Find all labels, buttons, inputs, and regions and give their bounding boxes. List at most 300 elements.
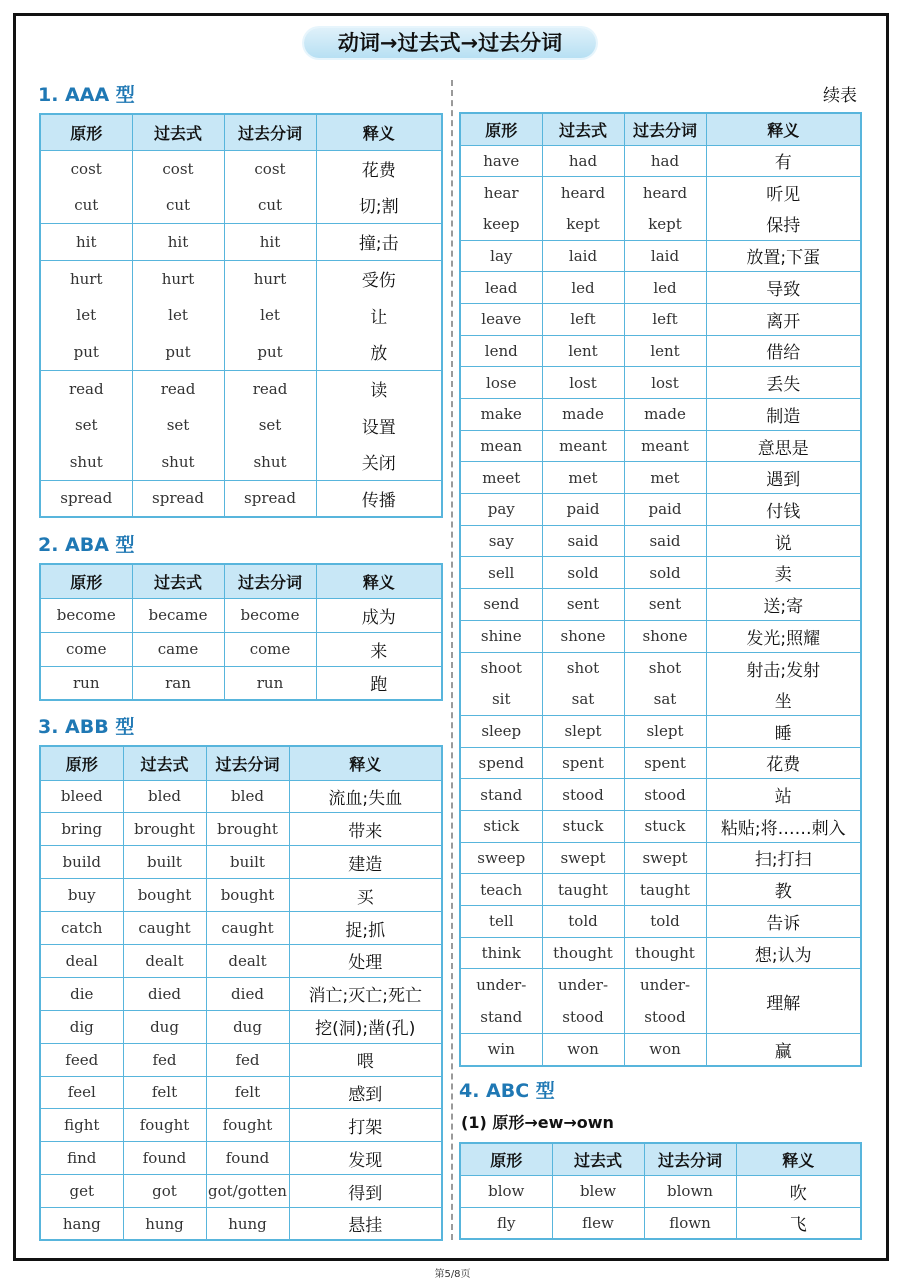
past-participle-cell: paid [624, 494, 706, 526]
aaa-table [39, 113, 443, 518]
base-form-cell: lose [460, 367, 542, 399]
meaning-cell: 告诉 [706, 906, 861, 938]
past-tense-cell: heard [542, 177, 624, 209]
table-header-row [40, 114, 442, 150]
base-form-cell: bring [40, 813, 123, 846]
table-row [40, 480, 442, 517]
table-header-row [40, 564, 442, 598]
meaning-cell: 处理 [289, 944, 442, 977]
meaning-cell: 制造 [706, 399, 861, 431]
section-abc-subheading: (1) 原形→ew→own [461, 1113, 614, 1132]
base-form-cell: sweep [460, 842, 542, 874]
base-form-cell: send [460, 589, 542, 621]
past-tense-cell: sold [542, 557, 624, 589]
header-meaning: 释义 [316, 114, 442, 150]
base-form-cell: bleed [40, 780, 123, 813]
table-row [40, 297, 442, 334]
past-participle-cell: blown [644, 1175, 736, 1207]
past-participle-cell: set [224, 407, 316, 444]
abb-continued-table [459, 112, 862, 1067]
past-participle-cell: had [624, 145, 706, 177]
past-participle-cell: got/gotten [206, 1175, 289, 1208]
meaning-cell: 飞 [736, 1207, 861, 1239]
meaning-cell: 发光;照耀 [706, 620, 861, 652]
past-participle-cell: swept [624, 842, 706, 874]
past-tense-cell: caught [123, 912, 206, 945]
table-row [40, 407, 442, 444]
past-participle-cell: hit [224, 223, 316, 260]
header-base-form: 原形 [40, 114, 132, 150]
past-tense-cell: left [542, 303, 624, 335]
table-row [460, 589, 861, 621]
table-row [460, 145, 861, 177]
base-form-cell: win [460, 1034, 542, 1066]
aba-table [39, 563, 443, 701]
past-tense-cell: kept [542, 208, 624, 240]
past-participle-cell: dug [206, 1010, 289, 1043]
table-header-row [460, 1143, 861, 1175]
table-row [460, 652, 861, 684]
past-tense-cell: hurt [132, 260, 224, 297]
meaning-cell: 站 [706, 779, 861, 811]
past-tense-cell: found [123, 1142, 206, 1175]
meaning-cell: 消亡;灭亡;死亡 [289, 977, 442, 1010]
meaning-cell: 读 [316, 370, 442, 407]
past-participle-cell: dealt [206, 944, 289, 977]
meaning-cell: 遇到 [706, 462, 861, 494]
past-tense-cell: paid [542, 494, 624, 526]
continued-label: 续表 [823, 86, 857, 106]
base-form-cell: leave [460, 303, 542, 335]
past-participle-cell: laid [624, 240, 706, 272]
past-participle-cell: put [224, 333, 316, 370]
header-past-participle: 过去分词 [624, 113, 706, 145]
meaning-cell: 捉;抓 [289, 912, 442, 945]
table-row [460, 177, 861, 209]
table-row [460, 906, 861, 938]
base-form-cell: mean [460, 430, 542, 462]
meaning-cell: 坐 [706, 684, 861, 716]
meaning-cell: 粘贴;将……刺入 [706, 810, 861, 842]
header-base-form: 原形 [460, 1143, 552, 1175]
table-row [40, 223, 442, 260]
meaning-cell: 让 [316, 297, 442, 334]
past-tense-cell: hung [123, 1208, 206, 1241]
past-participle-cell: led [624, 272, 706, 304]
table-row [460, 494, 861, 526]
base-form-cell: put [40, 333, 132, 370]
table-row [40, 260, 442, 297]
past-participle-cell: fed [206, 1043, 289, 1076]
meaning-cell: 来 [316, 632, 442, 666]
header-past-participle: 过去分词 [644, 1143, 736, 1175]
table-row [460, 367, 861, 399]
table-row [40, 1010, 442, 1043]
past-tense-cell: got [123, 1175, 206, 1208]
base-form-cell: tell [460, 906, 542, 938]
header-base-form: 原形 [40, 746, 123, 780]
past-participle-cell: bought [206, 879, 289, 912]
past-participle-cell: stuck [624, 810, 706, 842]
meaning-cell: 切;割 [316, 187, 442, 224]
table-row [40, 780, 442, 813]
table-row [40, 1175, 442, 1208]
past-tense-cell: under- stood [542, 969, 624, 1034]
table-row [40, 1142, 442, 1175]
past-participle-cell: hurt [224, 260, 316, 297]
header-meaning: 释义 [736, 1143, 861, 1175]
base-form-cell: lay [460, 240, 542, 272]
table-row [40, 1109, 442, 1142]
base-form-cell: shut [40, 444, 132, 481]
meaning-cell: 借给 [706, 335, 861, 367]
meaning-cell: 赢 [706, 1034, 861, 1066]
meaning-cell: 跑 [316, 666, 442, 700]
meaning-cell: 花费 [706, 747, 861, 779]
meaning-cell: 建造 [289, 846, 442, 879]
past-tense-cell: put [132, 333, 224, 370]
section-aaa-heading: 1. AAA 型 [38, 84, 135, 106]
table-row [40, 879, 442, 912]
past-tense-cell: bled [123, 780, 206, 813]
table-row [40, 846, 442, 879]
header-base-form: 原形 [460, 113, 542, 145]
base-form-cell: lend [460, 335, 542, 367]
meaning-cell: 放 [316, 333, 442, 370]
meaning-cell: 成为 [316, 598, 442, 632]
base-form-cell: under- stand [460, 969, 542, 1034]
past-tense-cell: ran [132, 666, 224, 700]
past-tense-cell: hit [132, 223, 224, 260]
meaning-cell: 关闭 [316, 444, 442, 481]
column-divider [451, 80, 453, 1240]
meaning-cell: 离开 [706, 303, 861, 335]
meaning-cell: 付钱 [706, 494, 861, 526]
past-tense-cell: swept [542, 842, 624, 874]
base-form-cell: shoot [460, 652, 542, 684]
past-tense-cell: lent [542, 335, 624, 367]
table-row [460, 462, 861, 494]
past-participle-cell: sat [624, 684, 706, 716]
past-participle-cell: thought [624, 937, 706, 969]
past-tense-cell: sent [542, 589, 624, 621]
table-row [40, 150, 442, 187]
past-tense-cell: meant [542, 430, 624, 462]
meaning-cell: 射击;发射 [706, 652, 861, 684]
past-tense-cell: spent [542, 747, 624, 779]
past-participle-cell: died [206, 977, 289, 1010]
table-row [460, 303, 861, 335]
past-tense-cell: bought [123, 879, 206, 912]
table-row [460, 430, 861, 462]
table-row [40, 1076, 442, 1109]
header-meaning: 释义 [289, 746, 442, 780]
past-participle-cell: built [206, 846, 289, 879]
past-participle-cell: caught [206, 912, 289, 945]
base-form-cell: read [40, 370, 132, 407]
meaning-cell: 扫;打扫 [706, 842, 861, 874]
past-participle-cell: flown [644, 1207, 736, 1239]
base-form-cell: let [40, 297, 132, 334]
base-form-cell: dig [40, 1010, 123, 1043]
table-row [460, 810, 861, 842]
meaning-cell: 教 [706, 874, 861, 906]
past-tense-cell: stuck [542, 810, 624, 842]
base-form-cell: come [40, 632, 132, 666]
past-participle-cell: spent [624, 747, 706, 779]
past-tense-cell: read [132, 370, 224, 407]
past-participle-cell: told [624, 906, 706, 938]
past-tense-cell: cut [132, 187, 224, 224]
past-tense-cell: had [542, 145, 624, 177]
past-participle-cell: said [624, 525, 706, 557]
past-tense-cell: died [123, 977, 206, 1010]
table-row [40, 977, 442, 1010]
table-row [460, 208, 861, 240]
header-past-participle: 过去分词 [206, 746, 289, 780]
table-row [40, 444, 442, 481]
table-row [40, 666, 442, 700]
past-participle-cell: shot [624, 652, 706, 684]
header-past-participle: 过去分词 [224, 564, 316, 598]
meaning-cell: 挖(洞);凿(孔) [289, 1010, 442, 1043]
past-tense-cell: blew [552, 1175, 644, 1207]
base-form-cell: sell [460, 557, 542, 589]
meaning-cell: 睡 [706, 715, 861, 747]
header-meaning: 释义 [706, 113, 861, 145]
past-tense-cell: shut [132, 444, 224, 481]
base-form-cell: get [40, 1175, 123, 1208]
past-tense-cell: fought [123, 1109, 206, 1142]
base-form-cell: hang [40, 1208, 123, 1241]
base-form-cell: cost [40, 150, 132, 187]
past-participle-cell: read [224, 370, 316, 407]
section-abc-heading: 4. ABC 型 [459, 1080, 555, 1102]
table-row [40, 944, 442, 977]
past-tense-cell: made [542, 399, 624, 431]
table-row [40, 813, 442, 846]
past-tense-cell: built [123, 846, 206, 879]
past-tense-cell: stood [542, 779, 624, 811]
meaning-cell: 放置;下蛋 [706, 240, 861, 272]
table-row [40, 1043, 442, 1076]
header-past-tense: 过去式 [542, 113, 624, 145]
meaning-cell: 听见 [706, 177, 861, 209]
table-row [460, 240, 861, 272]
table-header-row [460, 113, 861, 145]
base-form-cell: hurt [40, 260, 132, 297]
base-form-cell: feel [40, 1076, 123, 1109]
page-number: 第5/8页 [434, 1269, 471, 1280]
page-title: 动词→过去式→过去分词 [304, 28, 596, 58]
base-form-cell: lead [460, 272, 542, 304]
past-participle-cell: felt [206, 1076, 289, 1109]
base-form-cell: find [40, 1142, 123, 1175]
base-form-cell: die [40, 977, 123, 1010]
base-form-cell: build [40, 846, 123, 879]
base-form-cell: run [40, 666, 132, 700]
past-participle-cell: shut [224, 444, 316, 481]
past-tense-cell: taught [542, 874, 624, 906]
table-row [460, 779, 861, 811]
past-tense-cell: won [542, 1034, 624, 1066]
meaning-cell: 得到 [289, 1175, 442, 1208]
past-tense-cell: became [132, 598, 224, 632]
meaning-cell: 设置 [316, 407, 442, 444]
table-header-row [40, 746, 442, 780]
past-tense-cell: shone [542, 620, 624, 652]
base-form-cell: make [460, 399, 542, 431]
past-participle-cell: let [224, 297, 316, 334]
meaning-cell: 流血;失血 [289, 780, 442, 813]
past-participle-cell: fought [206, 1109, 289, 1142]
base-form-cell: blow [460, 1175, 552, 1207]
past-participle-cell: come [224, 632, 316, 666]
past-tense-cell: sat [542, 684, 624, 716]
table-row [40, 370, 442, 407]
base-form-cell: fly [460, 1207, 552, 1239]
base-form-cell: catch [40, 912, 123, 945]
table-row [460, 335, 861, 367]
past-tense-cell: cost [132, 150, 224, 187]
meaning-cell: 花费 [316, 150, 442, 187]
past-tense-cell: came [132, 632, 224, 666]
past-participle-cell: kept [624, 208, 706, 240]
abb-table [39, 745, 443, 1241]
meaning-cell: 带来 [289, 813, 442, 846]
base-form-cell: stick [460, 810, 542, 842]
past-tense-cell: spread [132, 480, 224, 517]
past-participle-cell: stood [624, 779, 706, 811]
past-tense-cell: dealt [123, 944, 206, 977]
table-row [40, 187, 442, 224]
base-form-cell: think [460, 937, 542, 969]
past-participle-cell: slept [624, 715, 706, 747]
base-form-cell: spread [40, 480, 132, 517]
header-past-tense: 过去式 [552, 1143, 644, 1175]
table-row [460, 557, 861, 589]
table-row [460, 1175, 861, 1207]
base-form-cell: set [40, 407, 132, 444]
section-abb-heading: 3. ABB 型 [38, 716, 135, 738]
meaning-cell: 说 [706, 525, 861, 557]
past-tense-cell: met [542, 462, 624, 494]
meaning-cell: 丢失 [706, 367, 861, 399]
past-participle-cell: sold [624, 557, 706, 589]
past-participle-cell: bled [206, 780, 289, 813]
past-tense-cell: dug [123, 1010, 206, 1043]
meaning-cell: 保持 [706, 208, 861, 240]
base-form-cell: become [40, 598, 132, 632]
table-row [460, 715, 861, 747]
table-row [460, 969, 861, 1034]
base-form-cell: spend [460, 747, 542, 779]
base-form-cell: say [460, 525, 542, 557]
meaning-cell: 打架 [289, 1109, 442, 1142]
base-form-cell: pay [460, 494, 542, 526]
header-past-tense: 过去式 [132, 564, 224, 598]
header-meaning: 释义 [316, 564, 442, 598]
table-row [460, 684, 861, 716]
past-participle-cell: under- stood [624, 969, 706, 1034]
past-tense-cell: felt [123, 1076, 206, 1109]
base-form-cell: keep [460, 208, 542, 240]
table-row [460, 1034, 861, 1066]
meaning-cell: 受伤 [316, 260, 442, 297]
table-row [40, 1208, 442, 1241]
past-participle-cell: left [624, 303, 706, 335]
past-tense-cell: told [542, 906, 624, 938]
base-form-cell: buy [40, 879, 123, 912]
base-form-cell: hear [460, 177, 542, 209]
table-row [460, 842, 861, 874]
meaning-cell: 吹 [736, 1175, 861, 1207]
table-row [40, 333, 442, 370]
past-tense-cell: set [132, 407, 224, 444]
table-row [460, 399, 861, 431]
header-base-form: 原形 [40, 564, 132, 598]
past-participle-cell: shone [624, 620, 706, 652]
past-tense-cell: lost [542, 367, 624, 399]
past-participle-cell: lost [624, 367, 706, 399]
past-tense-cell: fed [123, 1043, 206, 1076]
past-tense-cell: thought [542, 937, 624, 969]
table-row [40, 632, 442, 666]
past-tense-cell: let [132, 297, 224, 334]
past-tense-cell: said [542, 525, 624, 557]
section-aba-heading: 2. ABA 型 [38, 534, 135, 556]
past-participle-cell: sent [624, 589, 706, 621]
past-participle-cell: met [624, 462, 706, 494]
table-row [460, 874, 861, 906]
meaning-cell: 发现 [289, 1142, 442, 1175]
base-form-cell: meet [460, 462, 542, 494]
base-form-cell: cut [40, 187, 132, 224]
base-form-cell: have [460, 145, 542, 177]
base-form-cell: hit [40, 223, 132, 260]
meaning-cell: 喂 [289, 1043, 442, 1076]
base-form-cell: shine [460, 620, 542, 652]
past-tense-cell: slept [542, 715, 624, 747]
table-row [40, 598, 442, 632]
past-participle-cell: found [206, 1142, 289, 1175]
meaning-cell: 导致 [706, 272, 861, 304]
table-row [40, 912, 442, 945]
past-participle-cell: cut [224, 187, 316, 224]
header-past-participle: 过去分词 [224, 114, 316, 150]
past-tense-cell: brought [123, 813, 206, 846]
past-tense-cell: led [542, 272, 624, 304]
meaning-cell: 有 [706, 145, 861, 177]
past-tense-cell: shot [542, 652, 624, 684]
meaning-cell: 卖 [706, 557, 861, 589]
table-row [460, 272, 861, 304]
past-participle-cell: hung [206, 1208, 289, 1241]
table-row [460, 747, 861, 779]
past-participle-cell: brought [206, 813, 289, 846]
table-row [460, 525, 861, 557]
past-participle-cell: cost [224, 150, 316, 187]
base-form-cell: fight [40, 1109, 123, 1142]
table-row [460, 620, 861, 652]
past-participle-cell: run [224, 666, 316, 700]
abc-table [459, 1142, 862, 1240]
meaning-cell: 感到 [289, 1076, 442, 1109]
meaning-cell: 想;认为 [706, 937, 861, 969]
header-past-tense: 过去式 [132, 114, 224, 150]
past-participle-cell: lent [624, 335, 706, 367]
past-participle-cell: heard [624, 177, 706, 209]
